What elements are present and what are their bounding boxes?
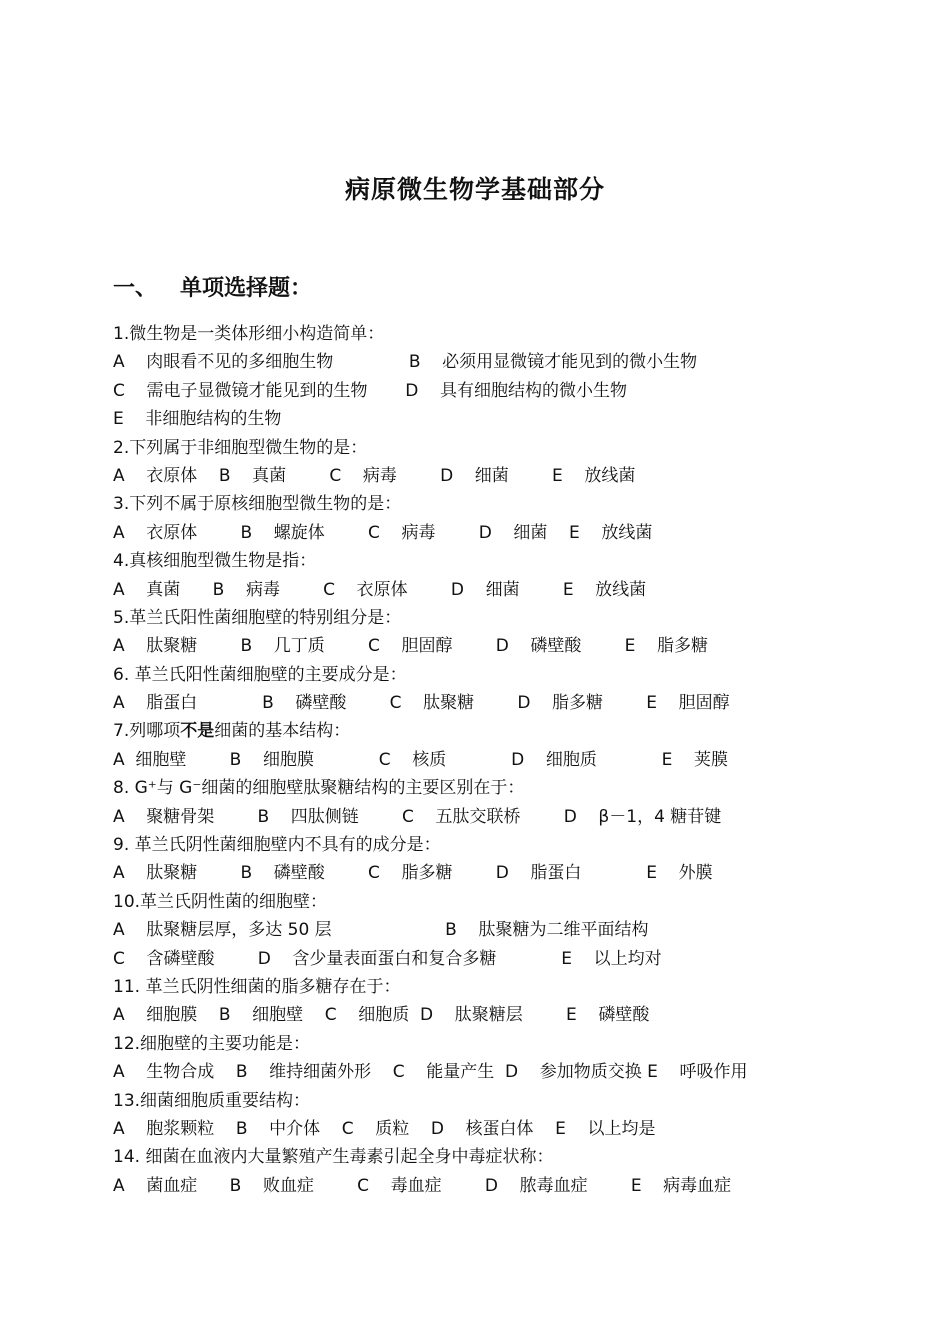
question-5-options: A 肽聚糖 B 几丁质 C 胆固醇 D 磷壁酸 E 脂多糖 [113,636,708,657]
question-12-stem: 12.细胞壁的主要功能是： [113,1033,311,1054]
question-11-options: A 细胞膜 B 细胞壁 C 细胞质 D 肽聚糖层 E 磷壁酸 [113,1005,650,1026]
question-10-options-cde: C 含磷壁酸 D 含少量表面蛋白和复合多糖 E 以上均对 [113,948,662,969]
question-10-options-ab: A 肽聚糖层厚，多达 50 层 B 肽聚糖为二维平面结构 [113,920,649,941]
question-2-options: A 衣原体 B 真菌 C 病毒 D 细菌 E 放线菌 [113,465,636,486]
question-1-options-ab: A 肉眼看不见的多细胞生物 B 必须用显微镜才能见到的微小生物 [113,352,698,373]
question-11-stem: 11. 革兰氏阴性细菌的脂多糖存在于： [113,976,401,997]
question-1-stem: 1.微生物是一类体形细小构造简单： [113,324,385,344]
question-list [113,320,873,1200]
question-1-option-e: E 非细胞结构的生物 [113,409,282,430]
question-2-stem: 2.下列属于非细胞型微生物的是： [113,437,368,458]
question-7-options: A 细胞壁 B 细胞膜 C 核质 D 细胞质 E 荚膜 [113,749,729,770]
question-6-stem: 6. 革兰氏阳性菌细胞壁的主要成分是： [113,664,407,685]
question-7-emphasis: 不是 [180,721,215,742]
question-3-stem: 3.下列不属于原核细胞型微生物的是： [113,494,402,515]
question-4-stem: 4.真核细胞型微生物是指： [113,551,317,572]
question-10-stem: 10.革兰氏阴性菌的细胞壁： [113,891,328,912]
question-9-stem: 9. 革兰氏阴性菌细胞壁内不具有的成分是： [113,835,441,856]
question-13-options: A 胞浆颗粒 B 中介体 C 质粒 D 核蛋白体 E 以上均是 [113,1118,656,1139]
question-4-options: A 真菌 B 病毒 C 衣原体 D 细菌 E 放线菌 [113,579,647,600]
question-8-options: A 聚糖骨架 B 四肽侧链 C 五肽交联桥 D β－1，4 糖苷键 [113,806,722,827]
question-1-options-cd: C 需电子显微镜才能见到的生物 D 具有细胞结构的微小生物 [113,380,628,401]
question-7-suffix: 细菌的基本结构： [214,721,351,742]
question-7-prefix: 7.列哪项 [113,721,181,742]
question-9-options: A 肽聚糖 B 磷壁酸 C 脂多糖 D 脂蛋白 E 外膜 [113,863,713,884]
question-3-options: A 衣原体 B 螺旋体 C 病毒 D 细菌 E 放线菌 [113,522,653,543]
section-heading: 一、 单项选择题： [113,276,312,301]
question-8-stem: 8. G⁺与 G⁻细菌的细胞壁肽聚糖结构的主要区别在于： [113,778,525,799]
question-6-options: A 脂蛋白 B 磷壁酸 C 肽聚糖 D 脂多糖 E 胆固醇 [113,693,730,714]
question-14-options: A 菌血症 B 败血症 C 毒血症 D 脓毒血症 E 病毒血症 [113,1175,732,1196]
page-title: 病原微生物学基础部分 [344,175,605,204]
question-13-stem: 13.细菌细胞质重要结构： [113,1090,311,1111]
question-12-options: A 生物合成 B 维持细菌外形 C 能量产生 D 参加物质交换 E 呼吸作用 [113,1062,748,1083]
question-5-stem: 5.革兰氏阳性菌细胞壁的特别组分是： [113,607,402,628]
question-7-stem [113,717,873,745]
question-14-stem: 14. 细菌在血液内大量繁殖产生毒素引起全身中毒症状称： [113,1147,554,1168]
